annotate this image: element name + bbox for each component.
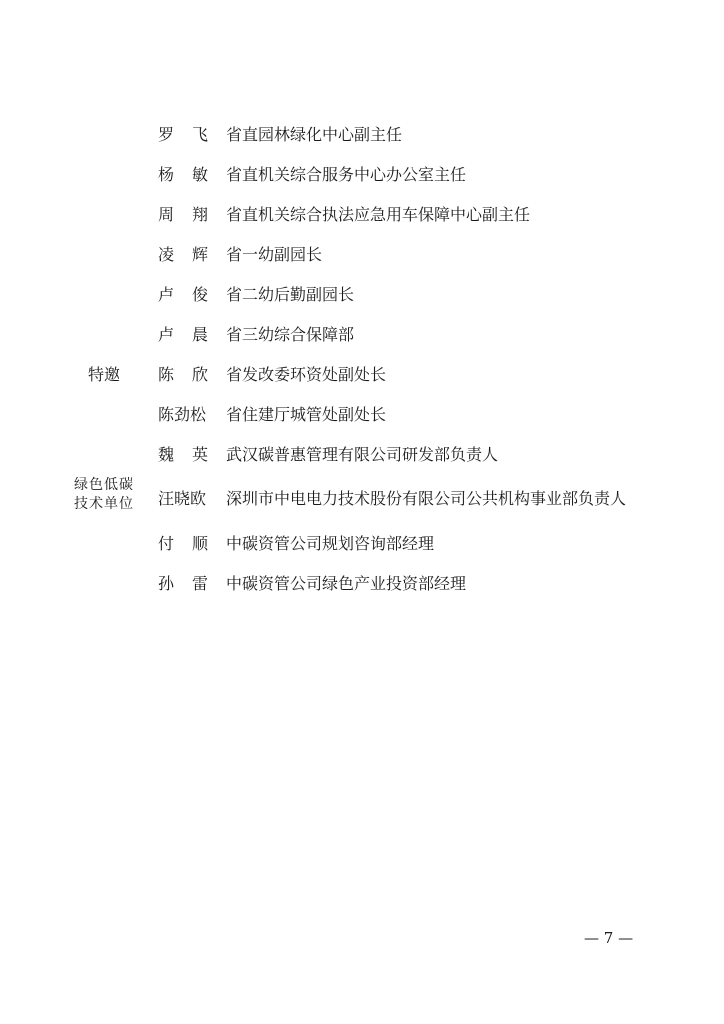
member-title: 中碳资管公司绿色产业投资部经理	[226, 574, 467, 593]
member-title: 中碳资管公司规划咨询部经理	[226, 534, 435, 553]
member-row	[0, 281, 724, 311]
member-row	[0, 121, 724, 151]
member-row	[0, 241, 724, 271]
member-name: 卢俊	[158, 285, 227, 304]
member-category-line: 技术单位	[74, 496, 134, 512]
member-name: 陈劲松	[158, 405, 207, 424]
page-number: — 7 —	[584, 929, 634, 947]
member-category: 特邀	[88, 365, 121, 384]
member-name: 卢晨	[158, 325, 227, 344]
member-title: 省发改委环资处副处长	[226, 365, 387, 384]
member-category	[74, 476, 134, 514]
member-name: 杨敏	[158, 165, 227, 184]
member-row	[0, 530, 724, 560]
member-row	[0, 477, 724, 515]
member-name: 陈欣	[158, 365, 227, 384]
member-row	[0, 321, 724, 351]
member-title: 深圳市中电电力技术股份有限公司公共机构事业部负责人	[226, 489, 627, 508]
member-title: 省三幼综合保障部	[226, 325, 355, 344]
member-title: 省住建厅城管处副处长	[226, 405, 387, 424]
member-name: 孙雷	[158, 574, 227, 593]
member-row	[0, 570, 724, 600]
member-row	[0, 401, 724, 431]
member-name: 汪晓欧	[158, 489, 207, 508]
member-category-line: 绿色低碳	[74, 477, 134, 493]
member-name: 周翔	[158, 205, 227, 224]
member-row	[0, 201, 724, 231]
member-name: 付顺	[158, 534, 227, 553]
member-row	[0, 361, 724, 391]
member-name: 魏英	[158, 445, 227, 464]
member-title: 省直园林绿化中心副主任	[226, 125, 403, 144]
member-name: 罗飞	[158, 125, 227, 144]
member-title: 省一幼副园长	[226, 245, 323, 264]
member-name: 凌辉	[158, 245, 227, 264]
member-row	[0, 441, 724, 471]
member-title: 省直机关综合服务中心办公室主任	[226, 165, 467, 184]
member-title: 省二幼后勤副园长	[226, 285, 355, 304]
member-row	[0, 161, 724, 191]
member-title: 省直机关综合执法应急用车保障中心副主任	[226, 205, 531, 224]
member-title: 武汉碳普惠管理有限公司研发部负责人	[226, 445, 499, 464]
